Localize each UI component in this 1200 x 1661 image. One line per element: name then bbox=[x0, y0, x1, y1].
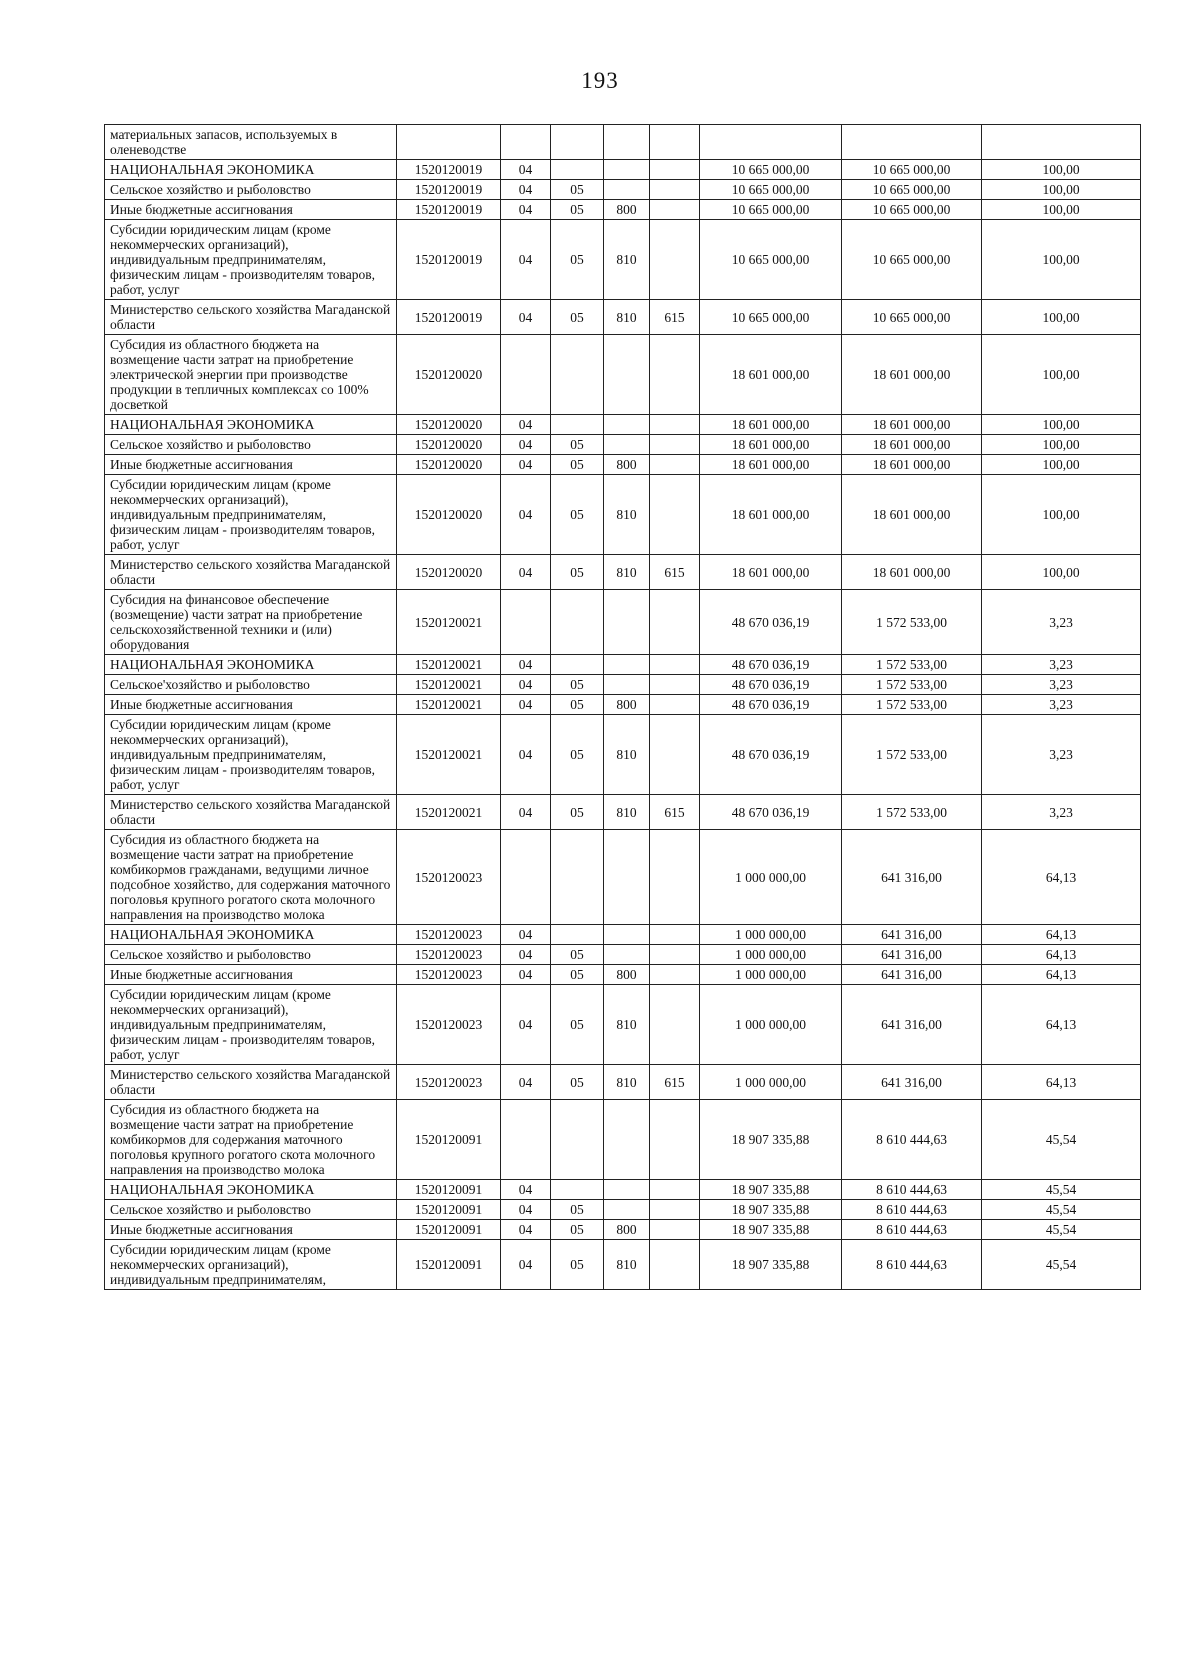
subsection-code-cell bbox=[551, 655, 604, 675]
executed-amount-cell: 10 665 000,00 bbox=[842, 220, 982, 300]
executed-amount-cell: 10 665 000,00 bbox=[842, 200, 982, 220]
section-code-cell: 04 bbox=[501, 1220, 551, 1240]
row-name-cell: НАЦИОНАЛЬНАЯ ЭКОНОМИКА bbox=[105, 1180, 397, 1200]
target-code-cell: 1520120021 bbox=[397, 715, 501, 795]
target-code-cell: 1520120020 bbox=[397, 415, 501, 435]
section-code-cell: 04 bbox=[501, 945, 551, 965]
subsection-code-cell: 05 bbox=[551, 985, 604, 1065]
target-code-cell: 1520120091 bbox=[397, 1220, 501, 1240]
planned-amount-cell: 1 000 000,00 bbox=[700, 945, 842, 965]
execution-percent-cell: 45,54 bbox=[982, 1240, 1141, 1290]
table-row bbox=[105, 475, 1141, 555]
subsection-code-cell bbox=[551, 830, 604, 925]
table-row bbox=[105, 300, 1141, 335]
executed-amount-cell: 1 572 533,00 bbox=[842, 655, 982, 675]
table-row bbox=[105, 985, 1141, 1065]
row-name-cell: Иные бюджетные ассигнования bbox=[105, 965, 397, 985]
planned-amount-cell: 1 000 000,00 bbox=[700, 985, 842, 1065]
ministry-code-cell: 615 bbox=[650, 1065, 700, 1100]
target-code-cell: 1520120021 bbox=[397, 675, 501, 695]
planned-amount-cell: 48 670 036,19 bbox=[700, 715, 842, 795]
planned-amount-cell: 10 665 000,00 bbox=[700, 180, 842, 200]
planned-amount-cell: 18 907 335,88 bbox=[700, 1220, 842, 1240]
table-row bbox=[105, 945, 1141, 965]
row-name-cell: Министерство сельского хозяйства Магаданской области bbox=[105, 795, 397, 830]
executed-amount-cell: 18 601 000,00 bbox=[842, 555, 982, 590]
ministry-code-cell bbox=[650, 655, 700, 675]
execution-percent-cell: 64,13 bbox=[982, 985, 1141, 1065]
table-row bbox=[105, 160, 1141, 180]
expense-type-cell bbox=[604, 1100, 650, 1180]
subsection-code-cell bbox=[551, 160, 604, 180]
subsection-code-cell bbox=[551, 1100, 604, 1180]
row-name-cell: Субсидии юридическим лицам (кроме некоммерческих организаций), индивидуальным предпринимателям, физическим лицам - производителям товаров, работ, услуг bbox=[105, 220, 397, 300]
target-code-cell: 1520120021 bbox=[397, 695, 501, 715]
target-code-cell: 1520120023 bbox=[397, 830, 501, 925]
executed-amount-cell: 10 665 000,00 bbox=[842, 300, 982, 335]
row-name-cell: Министерство сельского хозяйства Магаданской области bbox=[105, 1065, 397, 1100]
row-name-cell: Субсидия из областного бюджета на возмещение части затрат на приобретение электрической энергии при производстве продукции в тепличных комплексах со 100% досветкой bbox=[105, 335, 397, 415]
planned-amount-cell: 1 000 000,00 bbox=[700, 925, 842, 945]
ministry-code-cell bbox=[650, 415, 700, 435]
ministry-code-cell bbox=[650, 1220, 700, 1240]
executed-amount-cell: 8 610 444,63 bbox=[842, 1240, 982, 1290]
expense-type-cell bbox=[604, 125, 650, 160]
execution-percent-cell: 100,00 bbox=[982, 200, 1141, 220]
executed-amount-cell: 1 572 533,00 bbox=[842, 795, 982, 830]
section-code-cell: 04 bbox=[501, 300, 551, 335]
planned-amount-cell: 18 601 000,00 bbox=[700, 555, 842, 590]
execution-percent-cell: 3,23 bbox=[982, 675, 1141, 695]
subsection-code-cell bbox=[551, 590, 604, 655]
planned-amount-cell: 18 907 335,88 bbox=[700, 1100, 842, 1180]
table-row bbox=[105, 1220, 1141, 1240]
planned-amount-cell: 18 601 000,00 bbox=[700, 415, 842, 435]
expense-type-cell: 800 bbox=[604, 455, 650, 475]
section-code-cell: 04 bbox=[501, 985, 551, 1065]
target-code-cell: 1520120019 bbox=[397, 220, 501, 300]
table-row bbox=[105, 415, 1141, 435]
planned-amount-cell: 10 665 000,00 bbox=[700, 200, 842, 220]
row-name-cell: Министерство сельского хозяйства Магаданской области bbox=[105, 555, 397, 590]
row-name-cell: Сельское хозяйство и рыболовство bbox=[105, 435, 397, 455]
ministry-code-cell bbox=[650, 200, 700, 220]
table-row bbox=[105, 715, 1141, 795]
executed-amount-cell: 8 610 444,63 bbox=[842, 1220, 982, 1240]
ministry-code-cell bbox=[650, 180, 700, 200]
table-row bbox=[105, 795, 1141, 830]
subsection-code-cell: 05 bbox=[551, 555, 604, 590]
execution-percent-cell: 100,00 bbox=[982, 475, 1141, 555]
expense-type-cell: 810 bbox=[604, 300, 650, 335]
executed-amount-cell: 641 316,00 bbox=[842, 965, 982, 985]
row-name-cell: Субсидии юридическим лицам (кроме некоммерческих организаций), индивидуальным предпринимателям, физическим лицам - производителям товаров, работ, услуг bbox=[105, 985, 397, 1065]
executed-amount-cell: 641 316,00 bbox=[842, 985, 982, 1065]
ministry-code-cell: 615 bbox=[650, 795, 700, 830]
executed-amount-cell: 18 601 000,00 bbox=[842, 335, 982, 415]
execution-percent-cell: 64,13 bbox=[982, 945, 1141, 965]
section-code-cell: 04 bbox=[501, 475, 551, 555]
subsection-code-cell: 05 bbox=[551, 1220, 604, 1240]
executed-amount-cell: 1 572 533,00 bbox=[842, 590, 982, 655]
expense-type-cell bbox=[604, 925, 650, 945]
execution-percent-cell: 3,23 bbox=[982, 590, 1141, 655]
row-name-cell: Сельское хозяйство и рыболовство bbox=[105, 180, 397, 200]
planned-amount-cell: 48 670 036,19 bbox=[700, 590, 842, 655]
execution-percent-cell: 100,00 bbox=[982, 300, 1141, 335]
row-name-cell: Субсидия из областного бюджета на возмещение части затрат на приобретение комбикормов гражданами, ведущими личное подсобное хозяйство, для содержания маточного поголовья крупного рогатого скота молочного направления на производство молока bbox=[105, 830, 397, 925]
executed-amount-cell: 641 316,00 bbox=[842, 1065, 982, 1100]
table-row bbox=[105, 1240, 1141, 1290]
table-row bbox=[105, 220, 1141, 300]
subsection-code-cell bbox=[551, 415, 604, 435]
section-code-cell: 04 bbox=[501, 415, 551, 435]
row-name-cell: Министерство сельского хозяйства Магаданской области bbox=[105, 300, 397, 335]
planned-amount-cell: 10 665 000,00 bbox=[700, 160, 842, 180]
table-row bbox=[105, 1180, 1141, 1200]
execution-percent-cell: 45,54 bbox=[982, 1200, 1141, 1220]
expense-type-cell bbox=[604, 830, 650, 925]
table-row bbox=[105, 655, 1141, 675]
executed-amount-cell: 8 610 444,63 bbox=[842, 1100, 982, 1180]
ministry-code-cell bbox=[650, 435, 700, 455]
expense-type-cell bbox=[604, 160, 650, 180]
ministry-code-cell: 615 bbox=[650, 300, 700, 335]
executed-amount-cell: 8 610 444,63 bbox=[842, 1180, 982, 1200]
ministry-code-cell bbox=[650, 335, 700, 415]
table-row bbox=[105, 1200, 1141, 1220]
subsection-code-cell: 05 bbox=[551, 695, 604, 715]
ministry-code-cell bbox=[650, 455, 700, 475]
target-code-cell: 1520120023 bbox=[397, 985, 501, 1065]
target-code-cell: 1520120020 bbox=[397, 435, 501, 455]
executed-amount-cell: 10 665 000,00 bbox=[842, 160, 982, 180]
executed-amount-cell: 641 316,00 bbox=[842, 925, 982, 945]
execution-percent-cell bbox=[982, 125, 1141, 160]
planned-amount-cell bbox=[700, 125, 842, 160]
section-code-cell: 04 bbox=[501, 655, 551, 675]
subsection-code-cell: 05 bbox=[551, 675, 604, 695]
ministry-code-cell bbox=[650, 695, 700, 715]
execution-percent-cell: 64,13 bbox=[982, 1065, 1141, 1100]
subsection-code-cell: 05 bbox=[551, 180, 604, 200]
target-code-cell: 1520120091 bbox=[397, 1100, 501, 1180]
expense-type-cell: 800 bbox=[604, 200, 650, 220]
executed-amount-cell: 18 601 000,00 bbox=[842, 475, 982, 555]
table-row bbox=[105, 435, 1141, 455]
section-code-cell: 04 bbox=[501, 180, 551, 200]
table-row bbox=[105, 1065, 1141, 1100]
section-code-cell: 04 bbox=[501, 455, 551, 475]
row-name-cell: Субсидии юридическим лицам (кроме некоммерческих организаций), индивидуальным предпринимателям, bbox=[105, 1240, 397, 1290]
execution-percent-cell: 45,54 bbox=[982, 1180, 1141, 1200]
ministry-code-cell bbox=[650, 125, 700, 160]
row-name-cell: Иные бюджетные ассигнования bbox=[105, 200, 397, 220]
expense-type-cell bbox=[604, 675, 650, 695]
executed-amount-cell: 10 665 000,00 bbox=[842, 180, 982, 200]
execution-percent-cell: 3,23 bbox=[982, 715, 1141, 795]
table-row bbox=[105, 335, 1141, 415]
ministry-code-cell bbox=[650, 1100, 700, 1180]
expense-type-cell: 810 bbox=[604, 220, 650, 300]
planned-amount-cell: 18 601 000,00 bbox=[700, 435, 842, 455]
executed-amount-cell: 18 601 000,00 bbox=[842, 455, 982, 475]
target-code-cell: 1520120020 bbox=[397, 475, 501, 555]
section-code-cell: 04 bbox=[501, 200, 551, 220]
table-row bbox=[105, 180, 1141, 200]
row-name-cell: Сельское хозяйство и рыболовство bbox=[105, 945, 397, 965]
section-code-cell bbox=[501, 335, 551, 415]
table-row bbox=[105, 1100, 1141, 1180]
ministry-code-cell bbox=[650, 475, 700, 555]
execution-percent-cell: 3,23 bbox=[982, 655, 1141, 675]
row-name-cell: материальных запасов, используемых в оленеводстве bbox=[105, 125, 397, 160]
execution-percent-cell: 100,00 bbox=[982, 335, 1141, 415]
budget-table-body bbox=[105, 125, 1141, 1290]
ministry-code-cell bbox=[650, 590, 700, 655]
section-code-cell bbox=[501, 830, 551, 925]
expense-type-cell bbox=[604, 945, 650, 965]
planned-amount-cell: 1 000 000,00 bbox=[700, 830, 842, 925]
planned-amount-cell: 48 670 036,19 bbox=[700, 675, 842, 695]
executed-amount-cell: 641 316,00 bbox=[842, 830, 982, 925]
section-code-cell: 04 bbox=[501, 795, 551, 830]
target-code-cell: 1520120023 bbox=[397, 1065, 501, 1100]
subsection-code-cell: 05 bbox=[551, 300, 604, 335]
target-code-cell: 1520120019 bbox=[397, 300, 501, 335]
subsection-code-cell bbox=[551, 1180, 604, 1200]
planned-amount-cell: 10 665 000,00 bbox=[700, 220, 842, 300]
subsection-code-cell bbox=[551, 125, 604, 160]
target-code-cell bbox=[397, 125, 501, 160]
subsection-code-cell: 05 bbox=[551, 200, 604, 220]
expense-type-cell bbox=[604, 180, 650, 200]
target-code-cell: 1520120019 bbox=[397, 180, 501, 200]
row-name-cell: Сельское'хозяйство и рыболовство bbox=[105, 675, 397, 695]
subsection-code-cell: 05 bbox=[551, 1200, 604, 1220]
table-row bbox=[105, 590, 1141, 655]
row-name-cell: Иные бюджетные ассигнования bbox=[105, 695, 397, 715]
planned-amount-cell: 48 670 036,19 bbox=[700, 795, 842, 830]
subsection-code-cell: 05 bbox=[551, 965, 604, 985]
subsection-code-cell: 05 bbox=[551, 715, 604, 795]
budget-table bbox=[104, 124, 1141, 1290]
ministry-code-cell bbox=[650, 945, 700, 965]
row-name-cell: Субсидии юридическим лицам (кроме некоммерческих организаций), индивидуальным предпринимателям, физическим лицам - производителям товаров, работ, услуг bbox=[105, 715, 397, 795]
row-name-cell: НАЦИОНАЛЬНАЯ ЭКОНОМИКА bbox=[105, 655, 397, 675]
planned-amount-cell: 18 907 335,88 bbox=[700, 1180, 842, 1200]
section-code-cell: 04 bbox=[501, 1240, 551, 1290]
expense-type-cell: 800 bbox=[604, 695, 650, 715]
planned-amount-cell: 18 907 335,88 bbox=[700, 1240, 842, 1290]
planned-amount-cell: 48 670 036,19 bbox=[700, 695, 842, 715]
ministry-code-cell bbox=[650, 925, 700, 945]
ministry-code-cell bbox=[650, 675, 700, 695]
execution-percent-cell: 3,23 bbox=[982, 795, 1141, 830]
expense-type-cell: 810 bbox=[604, 475, 650, 555]
expense-type-cell bbox=[604, 435, 650, 455]
table-row bbox=[105, 675, 1141, 695]
executed-amount-cell: 18 601 000,00 bbox=[842, 435, 982, 455]
expense-type-cell bbox=[604, 335, 650, 415]
section-code-cell bbox=[501, 125, 551, 160]
row-name-cell: НАЦИОНАЛЬНАЯ ЭКОНОМИКА bbox=[105, 415, 397, 435]
subsection-code-cell bbox=[551, 335, 604, 415]
subsection-code-cell bbox=[551, 925, 604, 945]
target-code-cell: 1520120020 bbox=[397, 335, 501, 415]
planned-amount-cell: 1 000 000,00 bbox=[700, 1065, 842, 1100]
target-code-cell: 1520120020 bbox=[397, 555, 501, 590]
expense-type-cell bbox=[604, 590, 650, 655]
table-row bbox=[105, 125, 1141, 160]
table-row bbox=[105, 695, 1141, 715]
target-code-cell: 1520120021 bbox=[397, 795, 501, 830]
ministry-code-cell bbox=[650, 965, 700, 985]
page-number: 193 bbox=[581, 68, 619, 93]
row-name-cell: Иные бюджетные ассигнования bbox=[105, 455, 397, 475]
ministry-code-cell bbox=[650, 1240, 700, 1290]
table-row bbox=[105, 455, 1141, 475]
section-code-cell: 04 bbox=[501, 1065, 551, 1100]
expense-type-cell bbox=[604, 655, 650, 675]
expense-type-cell: 810 bbox=[604, 795, 650, 830]
ministry-code-cell bbox=[650, 715, 700, 795]
executed-amount-cell: 1 572 533,00 bbox=[842, 695, 982, 715]
expense-type-cell: 800 bbox=[604, 1220, 650, 1240]
target-code-cell: 1520120091 bbox=[397, 1200, 501, 1220]
ministry-code-cell bbox=[650, 985, 700, 1065]
target-code-cell: 1520120020 bbox=[397, 455, 501, 475]
ministry-code-cell bbox=[650, 220, 700, 300]
execution-percent-cell: 64,13 bbox=[982, 925, 1141, 945]
subsection-code-cell: 05 bbox=[551, 435, 604, 455]
expense-type-cell bbox=[604, 1180, 650, 1200]
target-code-cell: 1520120023 bbox=[397, 965, 501, 985]
execution-percent-cell: 100,00 bbox=[982, 455, 1141, 475]
ministry-code-cell bbox=[650, 1200, 700, 1220]
planned-amount-cell: 48 670 036,19 bbox=[700, 655, 842, 675]
row-name-cell: Сельское хозяйство и рыболовство bbox=[105, 1200, 397, 1220]
target-code-cell: 1520120019 bbox=[397, 160, 501, 180]
expense-type-cell: 810 bbox=[604, 555, 650, 590]
expense-type-cell bbox=[604, 415, 650, 435]
row-name-cell: Субсидия на финансовое обеспечение (возмещение) части затрат на приобретение сельскохозяйственной техники и (или) оборудования bbox=[105, 590, 397, 655]
section-code-cell: 04 bbox=[501, 435, 551, 455]
section-code-cell: 04 bbox=[501, 675, 551, 695]
executed-amount-cell: 8 610 444,63 bbox=[842, 1200, 982, 1220]
section-code-cell: 04 bbox=[501, 555, 551, 590]
execution-percent-cell: 100,00 bbox=[982, 180, 1141, 200]
target-code-cell: 1520120091 bbox=[397, 1240, 501, 1290]
expense-type-cell: 810 bbox=[604, 1065, 650, 1100]
section-code-cell: 04 bbox=[501, 715, 551, 795]
execution-percent-cell: 100,00 bbox=[982, 160, 1141, 180]
executed-amount-cell: 1 572 533,00 bbox=[842, 715, 982, 795]
row-name-cell: Субсидия из областного бюджета на возмещение части затрат на приобретение комбикормов для содержания маточного поголовья крупного рогатого скота молочного направления на производство молока bbox=[105, 1100, 397, 1180]
subsection-code-cell: 05 bbox=[551, 945, 604, 965]
planned-amount-cell: 18 601 000,00 bbox=[700, 335, 842, 415]
section-code-cell bbox=[501, 1100, 551, 1180]
expense-type-cell: 810 bbox=[604, 715, 650, 795]
planned-amount-cell: 10 665 000,00 bbox=[700, 300, 842, 335]
subsection-code-cell: 05 bbox=[551, 220, 604, 300]
table-row bbox=[105, 925, 1141, 945]
table-row bbox=[105, 830, 1141, 925]
subsection-code-cell: 05 bbox=[551, 455, 604, 475]
section-code-cell: 04 bbox=[501, 1180, 551, 1200]
planned-amount-cell: 18 601 000,00 bbox=[700, 455, 842, 475]
section-code-cell: 04 bbox=[501, 925, 551, 945]
target-code-cell: 1520120021 bbox=[397, 655, 501, 675]
target-code-cell: 1520120019 bbox=[397, 200, 501, 220]
ministry-code-cell bbox=[650, 830, 700, 925]
section-code-cell: 04 bbox=[501, 965, 551, 985]
execution-percent-cell: 100,00 bbox=[982, 415, 1141, 435]
executed-amount-cell bbox=[842, 125, 982, 160]
expense-type-cell: 800 bbox=[604, 965, 650, 985]
planned-amount-cell: 18 601 000,00 bbox=[700, 475, 842, 555]
subsection-code-cell: 05 bbox=[551, 795, 604, 830]
execution-percent-cell: 3,23 bbox=[982, 695, 1141, 715]
execution-percent-cell: 100,00 bbox=[982, 220, 1141, 300]
ministry-code-cell: 615 bbox=[650, 555, 700, 590]
execution-percent-cell: 45,54 bbox=[982, 1220, 1141, 1240]
table-row bbox=[105, 200, 1141, 220]
section-code-cell: 04 bbox=[501, 160, 551, 180]
expense-type-cell bbox=[604, 1200, 650, 1220]
execution-percent-cell: 100,00 bbox=[982, 435, 1141, 455]
planned-amount-cell: 18 907 335,88 bbox=[700, 1200, 842, 1220]
execution-percent-cell: 100,00 bbox=[982, 555, 1141, 590]
row-name-cell: НАЦИОНАЛЬНАЯ ЭКОНОМИКА bbox=[105, 925, 397, 945]
subsection-code-cell: 05 bbox=[551, 1240, 604, 1290]
execution-percent-cell: 64,13 bbox=[982, 965, 1141, 985]
row-name-cell: Иные бюджетные ассигнования bbox=[105, 1220, 397, 1240]
planned-amount-cell: 1 000 000,00 bbox=[700, 965, 842, 985]
section-code-cell: 04 bbox=[501, 1200, 551, 1220]
target-code-cell: 1520120091 bbox=[397, 1180, 501, 1200]
expense-type-cell: 810 bbox=[604, 1240, 650, 1290]
executed-amount-cell: 18 601 000,00 bbox=[842, 415, 982, 435]
table-row bbox=[105, 965, 1141, 985]
executed-amount-cell: 641 316,00 bbox=[842, 945, 982, 965]
execution-percent-cell: 64,13 bbox=[982, 830, 1141, 925]
section-code-cell bbox=[501, 590, 551, 655]
target-code-cell: 1520120021 bbox=[397, 590, 501, 655]
section-code-cell: 04 bbox=[501, 695, 551, 715]
row-name-cell: Субсидии юридическим лицам (кроме некоммерческих организаций), индивидуальным предпринимателям, физическим лицам - производителям товаров, работ, услуг bbox=[105, 475, 397, 555]
ministry-code-cell bbox=[650, 160, 700, 180]
expense-type-cell: 810 bbox=[604, 985, 650, 1065]
table-row bbox=[105, 555, 1141, 590]
subsection-code-cell: 05 bbox=[551, 1065, 604, 1100]
target-code-cell: 1520120023 bbox=[397, 925, 501, 945]
target-code-cell: 1520120023 bbox=[397, 945, 501, 965]
subsection-code-cell: 05 bbox=[551, 475, 604, 555]
row-name-cell: НАЦИОНАЛЬНАЯ ЭКОНОМИКА bbox=[105, 160, 397, 180]
execution-percent-cell: 45,54 bbox=[982, 1100, 1141, 1180]
ministry-code-cell bbox=[650, 1180, 700, 1200]
executed-amount-cell: 1 572 533,00 bbox=[842, 675, 982, 695]
section-code-cell: 04 bbox=[501, 220, 551, 300]
